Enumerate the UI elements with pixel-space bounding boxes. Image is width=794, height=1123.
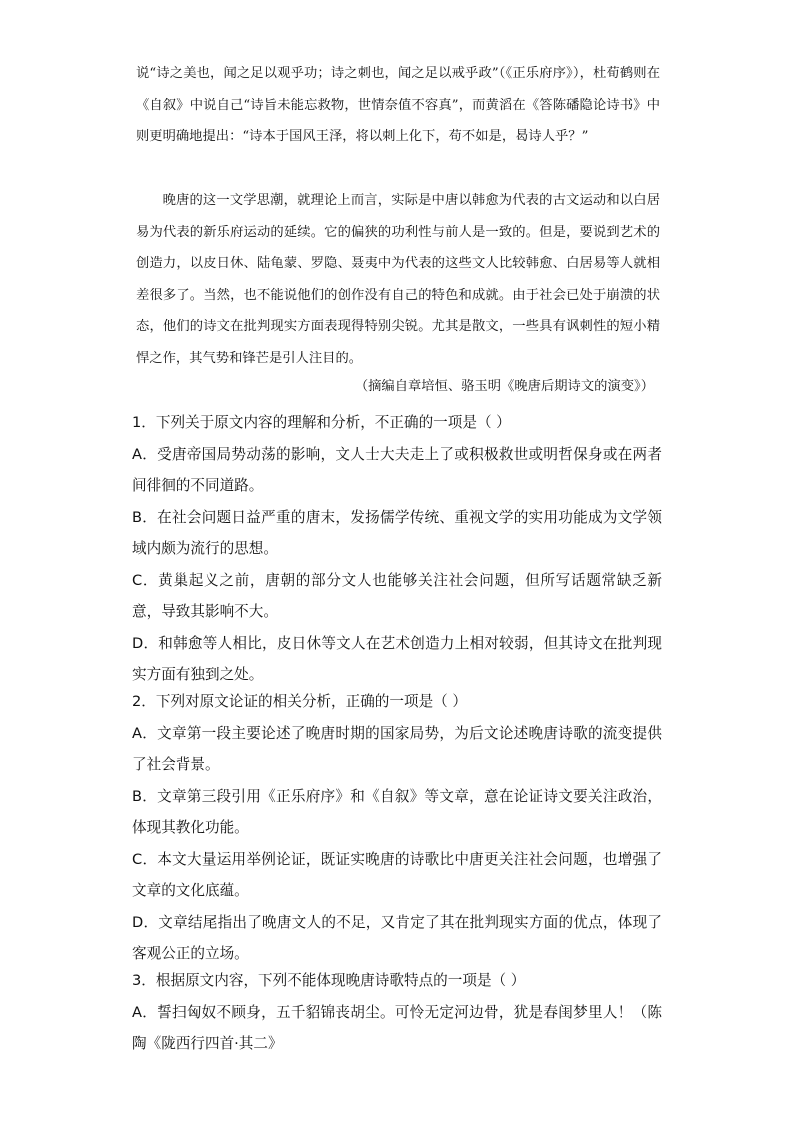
question-1-option-d: D．和韩愈等人相比，皮日休等文人在艺术创造力上相对较弱，但其诗文在批判现实方面有独到之处。 (132, 634, 662, 683)
question-1 (132, 407, 662, 691)
passage-paragraph-2: 晚唐的这一文学思潮，就理论上而言，实际是中唐以韩愈为代表的古文运动和以白居易为代表的新乐府运动的延续。它的偏狭的功利性与前人是一致的。但是，要说到艺术的创造力，以皮日休、陆龟蒙、罗隐、聂夷中为代表的这些文人比较韩愈、白居易等人就相差很多了。当然，也不能说他们的创作没有自己的特色和成就。由于社会已处于崩溃的状态，他们的诗文在批判现实方面表现得特别尖锐。尤其是散文，一些具有讽刺性的短小精悍之作，其气势和锋芒是引人注目的。 (136, 193, 660, 366)
question-2-stem: 2．下列对原文论证的相关分析，正确的一项是（ ） (132, 693, 467, 710)
question-1-option-b: B．在社会问题日益严重的唐末，发扬儒学传统、重视文学的实用功能成为文学领域内颇为流行的思想。 (132, 508, 662, 557)
question-2-option-d: D．文章结尾指出了晚唐文人的不足，又肯定了其在批判现实方面的优点，体现了客观公正的立场。 (132, 913, 662, 962)
question-3-option-a: A．誓扫匈奴不顾身，五千貂锦丧胡尘。可怜无定河边骨，犹是春闺梦里人！（陈陶《陇西行四首·其二》 (132, 1003, 662, 1052)
question-2-option-a: A．文章第一段主要论述了晚唐时期的国家局势，为后文论述晚唐诗歌的流变提供了社会背景。 (132, 724, 662, 773)
passage-paragraph-1: 说“诗之美也，闻之足以观乎功；诗之刺也，闻之足以戒乎政”（《正乐府序》），杜荀鹤则在《自叙》中说自己“诗旨未能忘救物，世情奈值不容真”，而黄滔在《答陈磻隐论诗书》中则更明确地提出：“诗本于国风王泽，将以刺上化下，苟不如是，曷诗人乎？” (136, 66, 660, 144)
question-1-stem: 1．下列关于原文内容的理解和分析，不正确的一项是（ ） (132, 414, 511, 431)
question-1-option-a: A．受唐帝国局势动荡的影响，文人士大夫走上了或积极救世或明哲保身或在两者间徘徊的不同道路。 (132, 445, 662, 494)
question-1-option-c: C．黄巢起义之前，唐朝的部分文人也能够关注社会问题，但所写话题常缺乏新意，导致其影响不大。 (132, 571, 662, 620)
question-2-option-c: C．本文大量运用举例论证，既证实晚唐的诗歌比中唐更关注社会问题，也增强了文章的文化底蕴。 (132, 850, 662, 899)
question-3 (132, 965, 662, 1060)
question-2-option-b: B．文章第三段引用《正乐府序》和《自叙》等文章，意在论证诗文要关注政治，体现其教化功能。 (132, 787, 662, 836)
question-3-stem: 3．根据原文内容，下列不能体现晚唐诗歌特点的一项是（ ） (132, 972, 526, 989)
passage-source: （摘编自章培恒、骆玉明《晚唐后期诗文的演变》） (354, 379, 654, 394)
question-2 (132, 686, 662, 970)
